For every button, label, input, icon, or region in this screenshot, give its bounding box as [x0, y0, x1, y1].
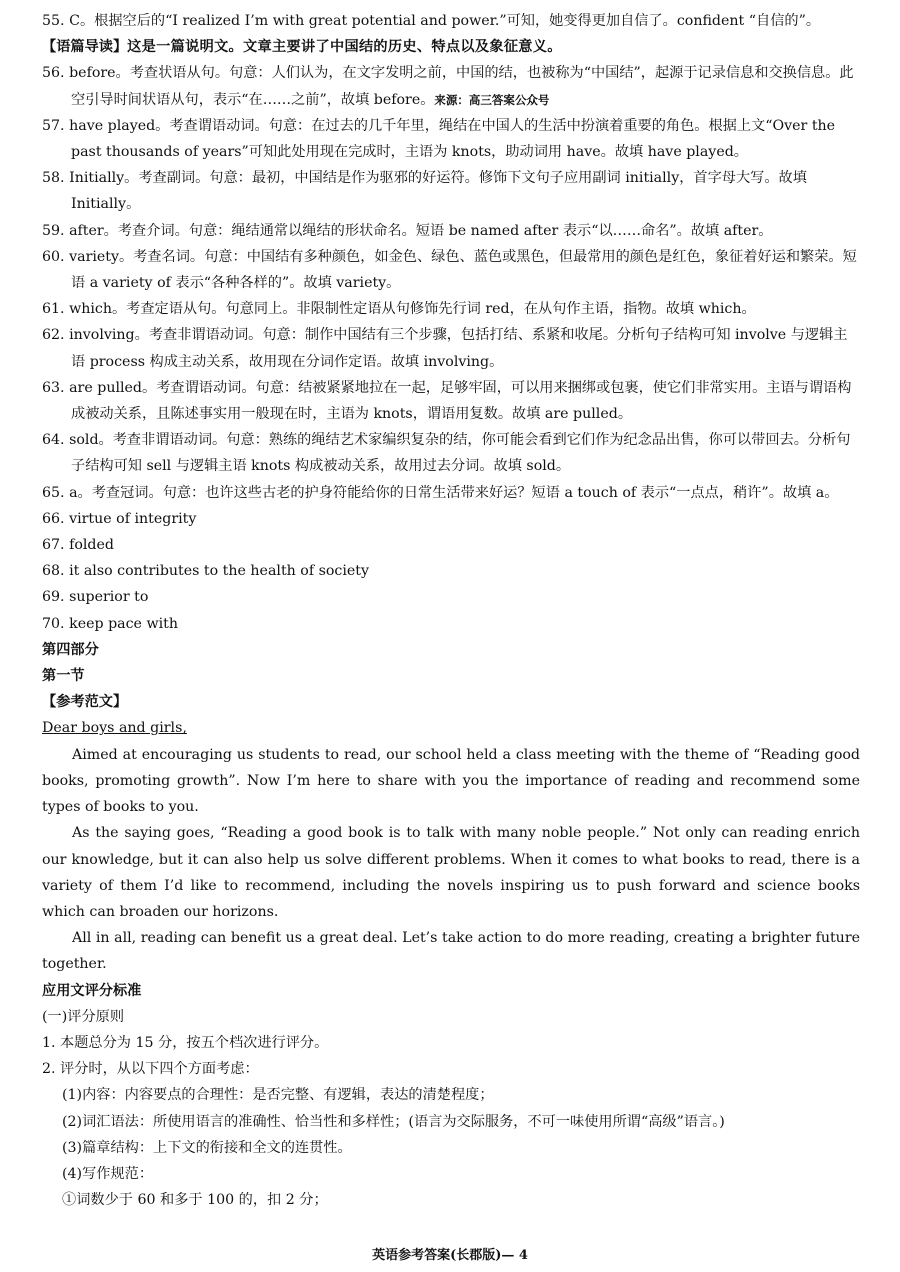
page-footer: 英语参考答案(长郡版)— 4 [372, 1248, 528, 1263]
letter-paragraph: All in all, reading can benefit us a great deal. Let’s take action to do more reading, creating a brighter future together. [42, 930, 860, 973]
section-title: 第一节 [42, 668, 85, 685]
answer-item: 55. C。根据空后的“I realized I’m with great potential and power.”可知，她变得更加自信了。confident “自信的”。 [42, 13, 821, 29]
answer-item: 69. superior to [42, 589, 149, 606]
sample-heading: 【参考范文】 [42, 694, 128, 711]
answer-item: 59. after。考查介词。句意：绳结通常以绳结的形状命名。短语 be named after 表示“以……命名”。故填 after。 [42, 222, 773, 239]
answer-item: 57. have played。考查谓语动词。句意：在过去的几千年里，绳结在中国人的生活中扮演着重要的角色。根据上文“Over the past thousands of years”可知此处用现在完成时，主语为 knots，助动词用 have。故填 have played。 [42, 117, 836, 161]
answer-item: 63. are pulled。考查谓语动词。句意：结被紧紧地拉在一起，足够牢固，可以用来捆绑或包裹，使它们非常实用。主语与谓语构成被动关系，且陈述事实用一般现在时，主语为 knots，谓语用复数。故填 are pulled。 [42, 379, 852, 423]
answer-item: 60. variety。考查名词。句意：中国结有多种颜色，如金色、绿色、蓝色或黑色，但最常用的颜色是红色，象征着好运和繁荣。短语 a variety of 表示“各种各样的”。故填 variety。 [42, 248, 857, 292]
answer-item: 70. keep pace with [42, 615, 178, 632]
answer-item: 65. a。考查冠词。句意：也许这些古老的护身符能给你的日常生活带来好运？短语 a touch of 表示“一点点，稍许”。故填 a。 [42, 484, 839, 501]
source-note: 来源：高三答案公众号 [434, 92, 550, 107]
criteria-item: 2. 评分时，从以下四个方面考虑： [42, 1061, 259, 1078]
criteria-subitem: (3)篇章结构：上下文的衔接和全文的连贯性。 [62, 1139, 352, 1156]
part-title: 第四部分 [42, 641, 99, 658]
answer-item: 58. Initially。考查副词。句意：最初，中国结是作为驱邪的好运符。修饰下文句子应用副词 initially，首字母大写。故填 Initially。 [42, 170, 807, 213]
criteria-rule: ①词数少于 60 和多于 100 的，扣 2 分； [62, 1192, 328, 1209]
criteria-subitem: (4)写作规范： [62, 1165, 154, 1182]
answer-item: 67. folded [42, 537, 114, 554]
answer-item: 64. sold。考查非谓语动词。句意：熟练的绳结艺术家编织复杂的结，你可能会看到它们作为纪念品出售，你可以带回去。分析句子结构可知 sell 与逻辑主语 knots 构成被动关系，故用过去分词。故填 sold。 [42, 432, 851, 475]
letter-paragraph: As the saying goes, “Reading a good book is to talk with many noble people.” Not only can reading enrich our knowledge, but it can also help us solve different problems. When it comes to what books to read, there is a variety of them I’d like to recommend, including the novels inspiring us to push forward and science books which can broaden our horizons. [42, 825, 860, 920]
passage-guide: 【语篇导读】这是一篇说明文。文章主要讲了中国结的历史、特点以及象征意义。 [42, 39, 562, 56]
answer-item: 68. it also contributes to the health of society [42, 563, 370, 580]
answer-item: 61. which。考查定语从句。句意同上。非限制性定语从句修饰先行词 red，在从句作主语，指物。故填 which。 [42, 301, 756, 318]
criteria-title: 应用文评分标准 [42, 982, 142, 999]
answer-item: 66. virtue of integrity [42, 510, 197, 527]
letter-paragraph: Aimed at encouraging us students to read, our school held a class meeting with the theme of “Reading good books, promoting growth”. Now I’m here to share with you the importance of reading and recommend some types of books to you. [42, 746, 860, 816]
letter-greeting: Dear boys and girls, [42, 720, 187, 737]
criteria-subitem: (1)内容：内容要点的合理性：是否完整、有逻辑，表达的清楚程度； [62, 1087, 494, 1104]
criteria-item: 1. 本题总分为 15 分，按五个档次进行评分。 [42, 1034, 329, 1051]
criteria-subitem: (2)词汇语法：所使用语言的准确性、恰当性和多样性；(语言为交际服务，不可一味使用所谓“高级”语言。) [62, 1113, 725, 1130]
answer-page [42, 8, 860, 1213]
answer-item: 62. involving。考查非谓语动词。句意：制作中国结有三个步骤，包括打结、系紧和收尾。分析句子结构可知 involve 与逻辑主语 process 构成主动关系，故用现在分词作定语。故填 involving。 [42, 327, 848, 370]
criteria-principle: (一)评分原则 [42, 1008, 125, 1025]
answer-item: 56. before。考查状语从句。句意：人们认为，在文字发明之前，中国的结，也被称为“中国结”，起源于记录信息和交换信息。此空引导时间状语从句，表示“在……之前”，故填 before。来源：高三答案公众号 [42, 65, 854, 108]
